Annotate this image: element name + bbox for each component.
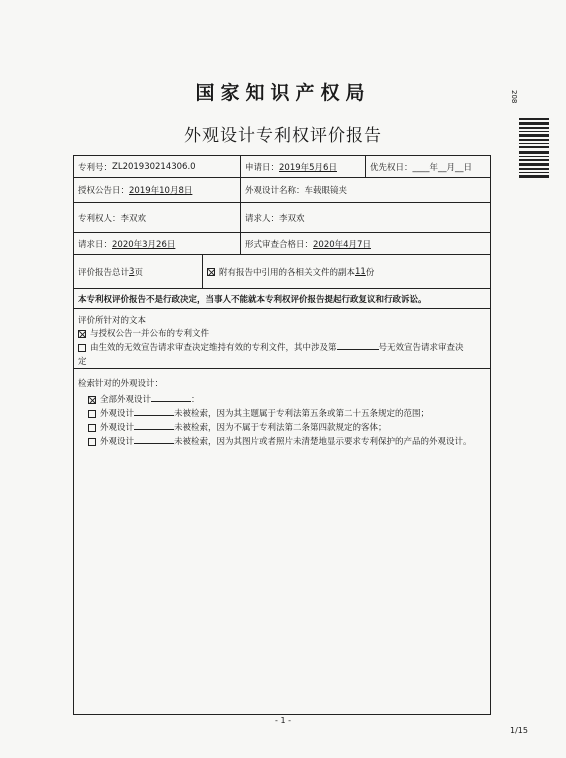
grant-date-label: 授权公告日：: [78, 186, 130, 196]
requester-value: 李双欢: [279, 213, 305, 224]
total-pages-label: 评价报告总计: [78, 267, 130, 278]
attachments-unit: 份: [365, 267, 375, 278]
requester-label: 请求人：: [245, 213, 280, 224]
search-all-prefix: 全部外观设计: [100, 395, 152, 405]
option-2-wrap: 定: [78, 357, 87, 367]
search-option-all: [88, 393, 200, 405]
search-2-blank: [134, 415, 174, 416]
page-count: 1/15: [510, 726, 528, 735]
request-date-value: 2020年3月26日: [112, 239, 176, 250]
evaluation-option-1: [78, 327, 209, 339]
cell-request-date: [74, 233, 240, 254]
attachments-count: 11: [355, 266, 366, 277]
cell-attachments: [202, 255, 490, 288]
option-2-checkbox[interactable]: [78, 344, 86, 352]
priority-date-value: ____年__月__日: [412, 162, 473, 173]
cell-priority-date: [365, 156, 490, 177]
row-patent-info: [74, 156, 490, 178]
filing-date-value: 2019年5月6日: [279, 162, 337, 173]
evaluation-heading: 评价所针对的文本: [78, 316, 147, 326]
row-search-target: [74, 369, 490, 714]
search-3-blank: [134, 429, 174, 430]
grant-date-value: 2019年10月8日: [129, 186, 193, 196]
cell-requester: [240, 203, 490, 232]
search-option-4: [88, 435, 472, 447]
cell-filing-date: [240, 156, 365, 177]
option-1-label: 与授权公告一并公布的专利文件: [90, 329, 210, 339]
option-2-suffix: 号无效宣告请求审查决: [378, 343, 464, 353]
option-2-blank: [337, 349, 379, 350]
row-persons: [74, 203, 490, 233]
search-option-3: [88, 421, 387, 433]
row-dates: [74, 233, 490, 255]
cell-grant-date: [74, 178, 240, 202]
search-3-checkbox[interactable]: [88, 424, 96, 432]
option-2-prefix: 由生效的无效宣告请求审查决定维持有效的专利文件，其中涉及第: [90, 343, 337, 353]
row-notice: [74, 289, 490, 309]
search-all-checkbox[interactable]: [88, 396, 96, 404]
search-all-blank: [151, 401, 191, 402]
design-name-value: 车载眼镜夹: [304, 186, 348, 196]
search-3-suffix: 未被检索，因为不属于专利法第二条第四款规定的客体；: [174, 423, 387, 433]
total-pages-value: 3: [129, 266, 135, 277]
cell-formal-exam-date: [240, 233, 490, 254]
patent-no-label: 专利号：: [78, 162, 113, 173]
attachments-checkbox[interactable]: [207, 268, 215, 276]
cell-patentee: [74, 203, 240, 232]
report-title: 外观设计专利权评价报告: [184, 126, 382, 146]
cell-patent-no: [74, 156, 240, 177]
search-2-label: 外观设计: [100, 409, 135, 419]
office-name: 国家知识产权局: [195, 82, 371, 104]
evaluation-option-2: [78, 341, 464, 353]
option-1-checkbox[interactable]: [78, 330, 86, 338]
cell-total-pages: [74, 255, 202, 288]
formal-exam-value: 2020年4月7日: [313, 239, 371, 250]
search-4-checkbox[interactable]: [88, 438, 96, 446]
search-2-suffix: 未被检索，因为其主题属于专利法第五条或第二十五条规定的范围；: [174, 409, 430, 419]
search-all-suffix: ：: [191, 395, 200, 405]
total-pages-unit: 页: [134, 267, 143, 278]
search-option-2: [88, 407, 429, 419]
search-2-checkbox[interactable]: [88, 410, 96, 418]
row-evaluation-text: [74, 309, 490, 369]
search-4-blank: [134, 443, 174, 444]
priority-date-label: 优先权日：: [370, 162, 413, 173]
search-heading: 检索针对的外观设计：: [78, 379, 164, 389]
patent-no-value: ZL201930214306.0: [112, 161, 196, 172]
patentee-value: 李双欢: [120, 213, 147, 224]
filing-date-label: 申请日：: [245, 162, 280, 173]
notice-text: 本专利权评价报告不是行政决定，当事人不能就本专利权评价报告提起行政复议和行政诉讼。: [78, 294, 427, 305]
design-name-label: 外观设计名称：: [245, 186, 305, 196]
row-grant-info: [74, 178, 490, 203]
row-pages: [74, 255, 490, 289]
barcode-image: [519, 118, 549, 178]
formal-exam-label: 形式审查合格日：: [245, 239, 314, 250]
search-4-suffix: 未被检索，因为其图片或者照片未清楚地显示要求专利保护的产品的外观设计。: [174, 437, 472, 447]
page-number: - 1 -: [275, 716, 291, 725]
patentee-label: 专利权人：: [78, 213, 121, 224]
barcode-number: 208: [510, 90, 518, 104]
search-3-label: 外观设计: [100, 423, 135, 433]
search-4-label: 外观设计: [100, 437, 135, 447]
report-form-table: [73, 155, 491, 715]
request-date-label: 请求日：: [78, 239, 113, 250]
attachments-text: 附有报告中引用的各相关文件的副本: [219, 267, 356, 278]
cell-design-name: [240, 178, 490, 202]
